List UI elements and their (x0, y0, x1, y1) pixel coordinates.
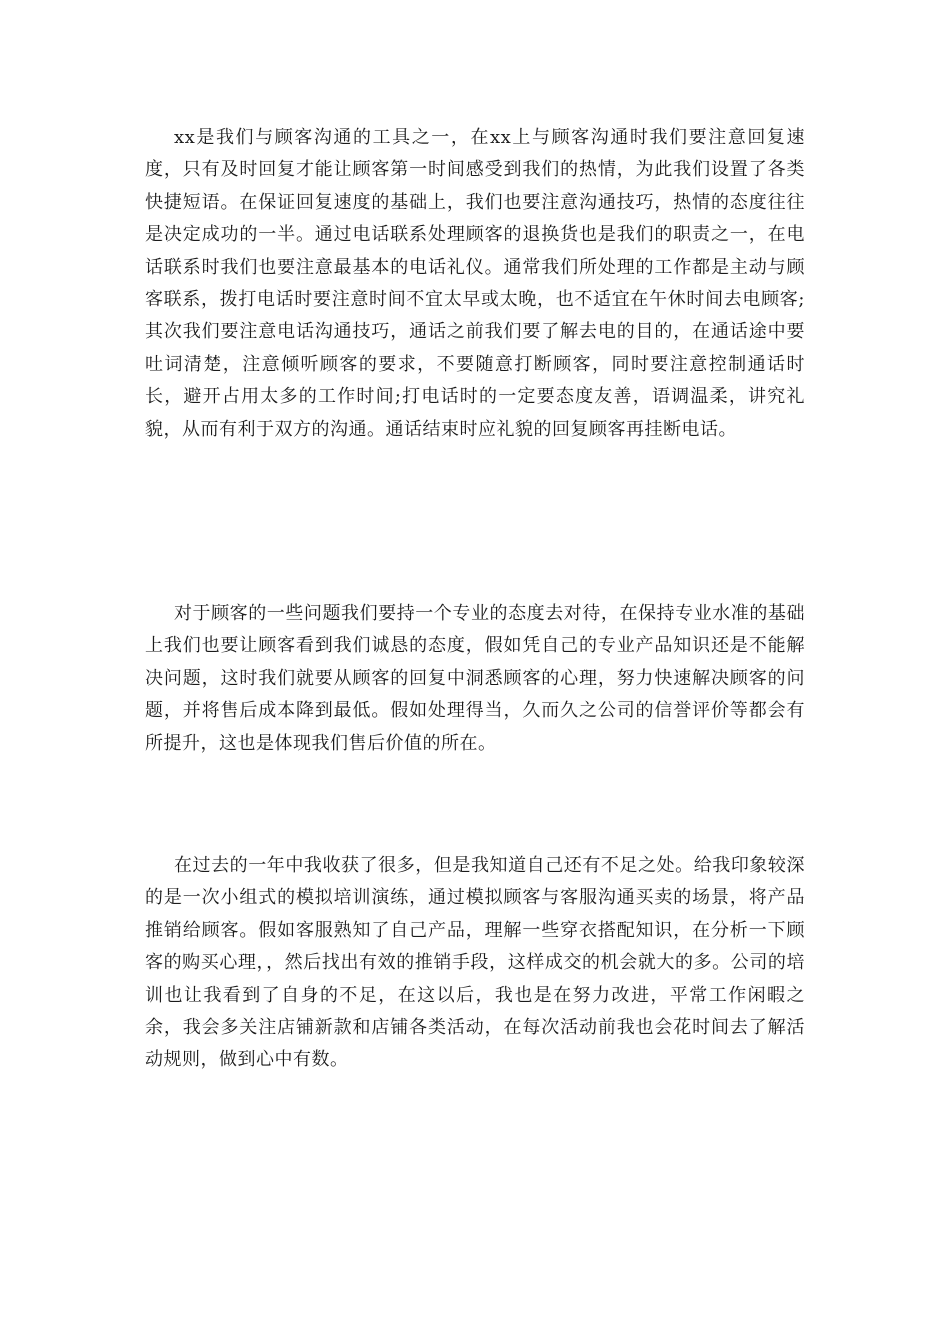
paragraph-professional-attitude: 对于顾客的一些问题我们要持一个专业的态度去对待，在保持专业水准的基础上我们也要让顾客看到我们诚恳的态度，假如凭自己的专业产品知识还是不能解决问题，这时我们就要从顾客的回复中洞悉顾客的心理，努力快速解决顾客的问题，并将售后成本降到最低。假如处理得当，久而久之公司的信誉评价等都会有所提升，这也是体现我们售后价值的所在。 (145, 603, 805, 754)
paragraph-online-communication: xx是我们与顾客沟通的工具之一，在xx上与顾客沟通时我们要注意回复速度，只有及时回复才能让顾客第一时间感受到我们的热情，为此我们设置了各类快捷短语。在保证回复速度的基础上，我们也要注意沟通技巧，热情的态度往往是决定成功的一半。通过电话联系处理顾客的退换货也是我们的职责之一，在电话联系时我们也要注意最基本的电话礼仪。通常我们所处理的工作都是主动与顾客联系，拨打电话时要注意时间不宜太早或太晚，也不适宜在午休时间去电顾客;其次我们要注意电话沟通技巧，通话之前我们要了解去电的目的，在通话途中要吐词清楚，注意倾听顾客的要求，不要随意打断顾客，同时要注意控制通话时长，避开占用太多的工作时间;打电话时的一定要态度友善，语调温柔，讲究礼貌，从而有利于双方的沟通。通话结束时应礼貌的回复顾客再挂断电话。 (145, 127, 805, 440)
paragraph-training-reflection: 在过去的一年中我收获了很多，但是我知道自己还有不足之处。给我印象较深的是一次小组式的模拟培训演练，通过模拟顾客与客服沟通买卖的场景，将产品推销给顾客。假如客服熟知了自己产品，理解一些穿衣搭配知识，在分析一下顾客的购买心理，，然后找出有效的推销手段，这样成交的机会就大的多。公司的培训也让我看到了自身的不足，在这以后，我也是在努力改进，平常工作闲暇之余，我会多关注店铺新款和店铺各类活动，在每次活动前我也会花时间去了解活动规则，做到心中有数。 (145, 855, 805, 1071)
